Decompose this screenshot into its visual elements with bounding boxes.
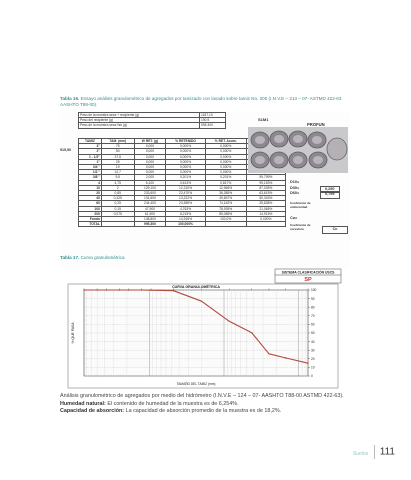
absorption-line — [60, 408, 360, 416]
sieve-cell: 0,000% — [166, 159, 205, 164]
sieve-cell: 233,600 — [134, 191, 166, 196]
sieve-cell — [101, 222, 134, 227]
sieve-cell: 1 - 1/2" — [79, 154, 102, 159]
sieve-cell: 4 — [79, 180, 102, 185]
sieve-cell: 200 — [79, 211, 102, 216]
mass-value: 1187,10 — [200, 113, 226, 118]
sieve-cell: 0,000% — [205, 165, 246, 170]
chart-title: CURVA GRANULOMÉTRICA — [172, 285, 220, 289]
sieve-cell: 0,000% — [205, 144, 246, 149]
sieve-cell: 2,000 — [134, 175, 166, 180]
sieve-cell: 0,201% — [205, 175, 246, 180]
sieve-cell: 0,000% — [166, 170, 205, 175]
d60 — [290, 191, 335, 197]
sieve-cell: 1" — [79, 159, 102, 164]
sieve-cell: 37,5 — [101, 154, 134, 159]
coef-uniformity — [290, 202, 320, 209]
footer-divider — [374, 445, 375, 459]
sieve-cell: 36,385% — [205, 191, 246, 196]
sieve-cell: 25 — [101, 159, 134, 164]
sieve-cell: 63,615% — [246, 191, 285, 196]
sieve-header: % RETENIDO — [166, 139, 205, 144]
sieve-cell: 0,000% — [246, 217, 285, 222]
sieve-cell: 129,100 — [134, 185, 166, 190]
sieve-cell: Fondo — [79, 217, 102, 222]
data-point — [141, 289, 142, 290]
sieve-cell: 2 — [101, 185, 134, 190]
sieve-cell: 12,7 — [101, 170, 134, 175]
grading-chart — [60, 268, 345, 390]
sieve-cell: 0,000 — [134, 165, 166, 170]
data-point — [285, 357, 286, 358]
data-point — [83, 289, 84, 290]
sieve-cell: 47,900 — [134, 206, 166, 211]
mass-label: Peso de la muestra seca + recipiente (g) — [79, 113, 200, 118]
sieve-cell: 0,000% — [166, 154, 205, 159]
mass-value: 995,300 — [200, 123, 226, 128]
hydrometer-caption: Análisis granulométrico de agregados por medio del hidrómetro (I.N.V.E – 124 – 07- AASHTO T88-00 ASTMD 422-63). — [60, 393, 344, 399]
table-17-label: Tabla 17. — [60, 255, 80, 260]
sieve-cell: 0,075 — [101, 211, 134, 216]
sieve-cell: 0,201% — [166, 175, 205, 180]
table-16-caption — [60, 96, 350, 108]
sieve-cell: 9,5 — [101, 175, 134, 180]
data-point — [251, 332, 252, 333]
sieve-cell: 14,915% — [166, 217, 205, 222]
sieve-cell: 85,085% — [205, 211, 246, 216]
sieve-cell: 0,000% — [166, 165, 205, 170]
profile-label: PROFUN — [307, 122, 325, 127]
data-point — [201, 300, 202, 301]
sieve-cell: 100 — [79, 206, 102, 211]
body-text — [60, 393, 360, 416]
d-values — [290, 180, 335, 197]
sieve-cell: 0,000 — [134, 149, 166, 154]
sieve-cell: 131,600 — [134, 196, 166, 201]
uscs-value: SP — [304, 277, 312, 283]
coef-curvature — [290, 224, 320, 231]
data-point — [150, 289, 151, 290]
sieve-cell — [246, 222, 285, 227]
x-axis-label: TAMAÑO DEL TAMIZ (mm) — [176, 382, 216, 386]
sieve-cell: 61,900 — [134, 211, 166, 216]
data-point — [96, 289, 97, 290]
sample-code: S1M1 — [258, 117, 269, 122]
sieve-header: TAMIZ — [79, 139, 102, 144]
coef-u-label: Coeficiente de uniformidad — [290, 201, 311, 209]
side-label: 915,50 — [60, 148, 71, 152]
mass-row — [79, 123, 226, 128]
data-point — [173, 290, 174, 291]
sieve-cell: 25,838% — [246, 201, 285, 206]
sieve-cell: 23,470% — [166, 191, 205, 196]
page-footer — [353, 445, 395, 459]
table-17-caption — [60, 255, 260, 261]
sieve-cell: 0,000 — [134, 159, 166, 164]
absorption-text: La capacidad de absorción promedio de la muestra es de 18,2%. — [125, 408, 282, 414]
sieve-cell: 0,25 — [101, 201, 134, 206]
sieve-cell: 0,85 — [101, 191, 134, 196]
data-point — [128, 289, 129, 290]
sieve-cell: 0,000% — [166, 149, 205, 154]
sieve-cell: TOTAL — [79, 222, 102, 227]
y-tick-label: 60 — [311, 322, 315, 327]
d30-label: D30= — [290, 185, 300, 190]
mass-label: Peso del recipiente (g) — [79, 118, 200, 123]
sieve-header: TAM. (mm) — [101, 139, 134, 144]
sieve-cell: 100,0% — [205, 217, 246, 222]
sieve-cell: 13,222% — [166, 196, 205, 201]
y-tick-label: 70 — [311, 314, 315, 318]
data-point — [106, 289, 107, 290]
sieve-cell: 0,000% — [205, 170, 246, 175]
absorption-label: Capacidad de absorción: — [60, 408, 125, 414]
data-point — [307, 362, 308, 363]
section-name: Suelos — [352, 450, 369, 457]
data-point — [268, 353, 269, 354]
sieve-cell: 24,555% — [166, 201, 205, 206]
sieve-cell: 0,817% — [205, 180, 246, 185]
cc-box — [322, 226, 348, 234]
d60-value: 0,759 — [320, 191, 340, 199]
page-number: 111 — [379, 446, 395, 458]
sieve-cell: 10 — [79, 185, 102, 190]
sieve-cell: 99,183% — [246, 180, 285, 185]
sieve-cell: 40 — [79, 196, 102, 201]
cc-label: Cc — [332, 227, 338, 231]
sieve-cell: 6,219% — [166, 211, 205, 216]
y-tick-label: 40 — [311, 339, 315, 344]
sieve-cell: 100,000% — [166, 222, 205, 227]
moisture-label: Humedad natural: — [60, 400, 106, 407]
sieve-cell: 6,100 — [134, 180, 166, 185]
sieve-cell: 0,15 — [101, 206, 134, 211]
sieve-cell: 78,935% — [205, 206, 246, 211]
table-16-label: Tabla 16. — [60, 96, 80, 101]
coef-c-label: Coeficiente de curvatura — [290, 223, 311, 231]
data-point — [229, 321, 230, 322]
d60-label: D60= — [290, 191, 300, 195]
sieve-cell: 0,613% — [166, 180, 205, 185]
sieve-cell: 87,035% — [246, 185, 285, 190]
sieve-cell: 0,000% — [205, 154, 246, 159]
sieve-cell: 0,000% — [205, 149, 246, 154]
sieve-cell: 50,343% — [246, 196, 285, 201]
table-16-title: Ensayo análisis granulométrico de agregados por tamizado con lavado sobre tamiz No. 200 (I.N.V.E – 213 – 07- ASTMD 422-63 AASHTO T88-00). — [60, 96, 342, 107]
sieve-cell: 60 — [79, 201, 102, 206]
sieve-cell: 0,000 — [134, 154, 166, 159]
y-tick-label: 80 — [311, 305, 315, 310]
sample-photo — [248, 127, 348, 173]
sieve-cell: 0,425 — [101, 196, 134, 201]
mass-value: 190,9 — [200, 118, 226, 123]
sieve-cell: 12,210% — [166, 185, 205, 190]
sieve-cell: 19 — [101, 165, 134, 170]
sieve-cell: 49,657% — [205, 196, 246, 201]
y-tick-label: 100 — [311, 288, 317, 293]
y-tick-label: 30 — [311, 348, 315, 353]
sieve-cell: 0,000 — [134, 144, 166, 149]
sieve-cell: 0,000% — [166, 144, 205, 149]
sieve-cell: 3/4 " — [79, 165, 102, 170]
d30-value: 0,290 — [320, 186, 340, 194]
y-tick-label: 0 — [311, 374, 313, 379]
uscs-header: SISTEMA CLASIFICACIÓN USCS — [281, 270, 335, 275]
sieve-cell: 0,000 — [134, 170, 166, 175]
sieve-row — [79, 222, 286, 227]
sieve-cell: 3" — [79, 144, 102, 149]
sieve-cell: 995,300 — [134, 222, 166, 227]
sieve-cell: 244,400 — [134, 201, 166, 206]
sieve-cell: 4,75 — [101, 180, 134, 185]
sieve-cell: 2" — [79, 149, 102, 154]
sieve-cell: 74,162% — [205, 201, 246, 206]
sieve-cell — [205, 222, 246, 227]
moisture-line — [60, 401, 360, 409]
data-point — [119, 289, 120, 290]
y-tick-label: 20 — [311, 357, 315, 361]
y-tick-label: 90 — [311, 296, 315, 301]
sieve-header: W RET. (g) — [134, 139, 166, 144]
table-17-title: Curva granulométrica — [80, 255, 125, 260]
sieve-cell: 3/8 " — [79, 175, 102, 180]
y-tick-label: 10 — [311, 365, 315, 370]
mass-table — [78, 112, 226, 129]
cu: Cu= — [290, 216, 298, 220]
sieve-header: % RET. Acum. — [205, 139, 246, 144]
y-axis-label: % QUE PASA — [71, 322, 75, 344]
sieve-cell: 99,799% — [246, 175, 285, 180]
mass-label: Peso de la muestra seca Wo (g) — [79, 123, 200, 128]
sieve-cell: 14,915% — [246, 211, 285, 216]
y-tick-label: 50 — [311, 331, 315, 336]
moisture-text: El contenido de humedad de la muestra es de 6,254%. — [107, 400, 239, 407]
sieve-cell: 4,763% — [166, 206, 205, 211]
sieve-cell: 148,800 — [134, 217, 166, 222]
sieve-cell: 75 — [101, 144, 134, 149]
sieve-cell: 1/2 " — [79, 170, 102, 175]
granulometry-table — [60, 112, 350, 268]
sieve-cell: 21,065% — [246, 206, 285, 211]
sieve-cell: 12,965% — [205, 185, 246, 190]
sieve-cell: 0,000% — [205, 159, 246, 164]
sieve-cell: 20 — [79, 191, 102, 196]
d10-label: D10= — [290, 180, 300, 184]
grading-chart-svg — [60, 268, 345, 390]
sieve-cell: 50 — [101, 149, 134, 154]
